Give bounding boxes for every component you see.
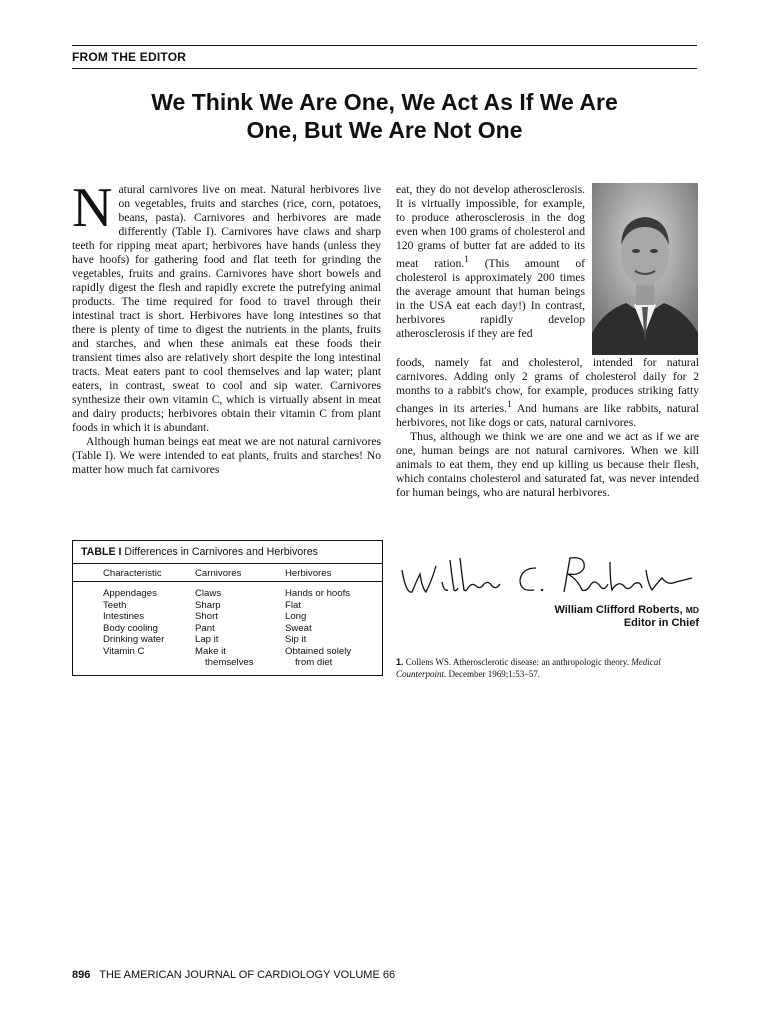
portrait-photo [592,183,698,355]
table-header-herbivores: Herbivores [285,568,332,579]
author-full-name: William Clifford Roberts, [554,604,683,616]
article-title [72,88,697,144]
table-cell: Body cooling [103,622,158,634]
table-cell: Claws [195,588,222,599]
table-cell: Long [285,611,307,622]
table-i [72,540,383,676]
table-cell: Appendages [103,588,157,599]
table-cell: Lap it [195,634,219,645]
table-cell: Make it [195,645,226,657]
author-portrait [592,183,698,355]
table-title: Differences in Carnivores and Herbivores [124,546,318,558]
table-cell: Short [195,611,218,622]
paragraph-5: Thus, although we think we are one and we act as if we are one, human beings are not natural carnivores. When we kill animals to eat them, they end up killing us because their flesh, which contains cholesterol and saturated fat, was never intended for human beings, who are natural herbivores. [396,429,699,499]
table-cell: Flat [285,599,301,611]
reference-mark-2: 1 [507,399,512,410]
table-cell: Drinking water [103,634,165,645]
reference-journal: Medical Counterpoint. [396,657,661,679]
table-header-characteristic: Characteristic [103,568,162,579]
table-header-carnivores: Carnivores [195,568,242,579]
table-cell: themselves [205,657,254,668]
table-rule-top [73,563,382,564]
title-line-2: One, But We Are Not One [246,117,523,143]
table-cell: Sip it [285,634,307,645]
table-cell: Intestines [103,611,145,622]
signature-drawing [396,552,696,602]
volume-label: VOLUME 66 [333,969,396,981]
top-rule [72,45,697,46]
table-cell: from diet [295,657,333,668]
drop-cap: N [72,177,113,239]
table-cell: Sweat [285,622,312,634]
table-cell: Teeth [103,599,127,611]
paragraph-4 [396,356,699,430]
table-caption [81,546,318,558]
reference-details: December 1969;1:53–57. [448,669,540,679]
page-number: 896 [72,969,91,981]
right-column-full [396,356,699,500]
author-signature [396,552,696,602]
paragraph-3-text-2: (This amount of cholesterol is approximately 200 times the average amount that human beings in the USA eat each day!) In contrast, herbivores rapidly develop atherosclerosis if they are fed [396,256,585,340]
reference-mark: 1 [464,254,469,265]
page-footer [72,969,395,981]
author-name [396,604,699,616]
table-rule-header [73,581,382,582]
table-cell: Vitamin C [103,645,145,657]
section-label: FROM THE EDITOR [72,50,187,64]
paragraph-3 [396,183,585,341]
table-cell: Sharp [195,599,221,611]
table-label: TABLE I [81,546,122,558]
table-cell: Hands or hoofs [285,588,351,599]
title-line-1: We Think We Are One, We Act As If We Are [151,89,618,115]
reference-number: 1. [396,657,404,667]
table-cell: Pant [195,622,215,634]
paragraph-3-text: eat, they do not develop atherosclerosis. It is virtually impossible, for example, to produce atherosclerosis in the dog even when 100 grams of cholesterol and 120 grams of butter fat are added to its meat ration. [396,183,585,270]
reference-text: Collens WS. Atherosclerotic disease: an anthropologic theory. [405,657,629,667]
left-column [72,177,381,477]
table-cell: Obtained solely [285,645,352,657]
author-degree: MD [685,605,699,615]
author-role: Editor in Chief [623,617,699,629]
right-column-top [396,183,585,341]
paragraph-1 [72,177,381,435]
journal-name: THE AMERICAN JOURNAL OF CARDIOLOGY [99,969,331,981]
paragraph-2: Although human beings eat meat we are not natural carnivores (Table I). We were intended to eat plants, fruits and starches! No matter how much fat carnivores [72,435,381,476]
paragraph-4-text: foods, namely fat and cholesterol, intended for natural carnivores. Adding only 2 grams of cholesterol daily for 2 months to a rabbit's chow, for example, produces striking fatty changes in its arteries. [396,356,699,415]
header-rule [72,68,697,69]
paragraph-4-text-2: And humans are like rabbits, natural herbivores, not like dogs or cats, natural carnivores. [396,401,699,429]
reference-1 [396,656,699,680]
paragraph-1-text: atural carnivores live on meat. Natural herbivores live on vegetables, fruits and starches (rice, corn, potatoes, beans, pasta). Carnivores and herbivores are made differently (Table I). Carnivores have claws and sharp teeth for ripping meat apart; herbivores have hands (unless they have hoofs) for gathering food and flat teeth for grinding the vegetables, fruits and grains. Carnivores have short bowels and rapidly digest the flesh and rapidly excrete the putrefying animal products. The time required for food to travel through their intestinal tract is short. Herbivores have long intestines so that there is plenty of time to digest the nutrients in the plants, fruits and starches, and when these animals eat these foods their transient times also are relatively short despite the long intestinal tracts. Meat eaters pant to cool themselves and lap water; plant eaters, in contrast, sweat to cool and sip water. Carnivores synthesize their own vitamin C, which is virtually absent in meat and dairy products; herbivores obtain their vitamin C from plant foods in which it is abundant. [72,183,381,434]
